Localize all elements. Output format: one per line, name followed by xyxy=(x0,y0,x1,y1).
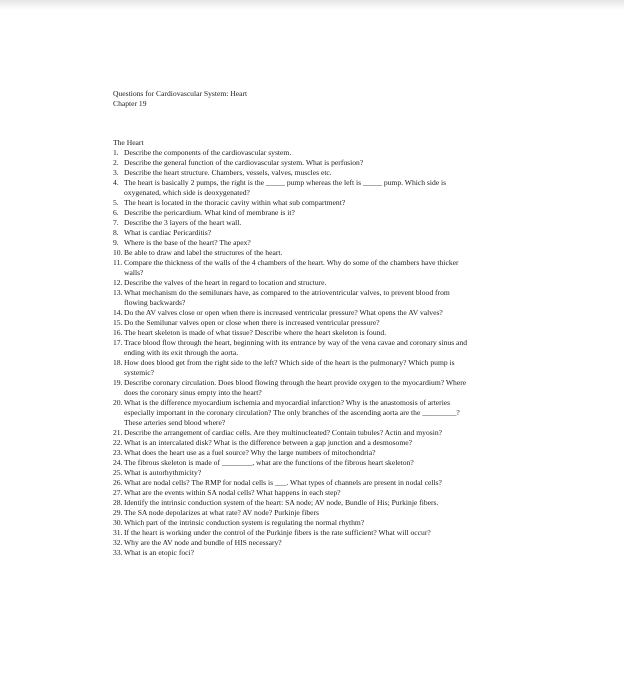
question-text: What is the difference myocardium ischemia and myocardial infarction? Why is the anastomosis of arteries especially important in the coronary circulation? The only branches of the ascending aorta are the _________? These arteries send blood where? xyxy=(124,398,460,427)
question-text: The fibrous skeleton is made of ________, what are the functions of the fibrous heart skeleton? xyxy=(124,458,414,467)
question-text: The heart skeleton is made of what tissue? Describe where the heart skeleton is found. xyxy=(124,328,387,337)
question-text: Why are the AV node and bundle of HIS necessary? xyxy=(124,538,282,547)
question-text: Describe coronary circulation. Does blood flowing through the heart provide oxygen to the myocardium? Where does the coronary sinus empty into the heart? xyxy=(124,378,467,397)
question-number: 9. xyxy=(113,238,119,247)
question-item xyxy=(113,218,473,228)
question-number: 31. xyxy=(113,528,123,537)
question-number: 5. xyxy=(113,198,119,207)
question-item xyxy=(113,278,473,288)
question-number: 22. xyxy=(113,438,123,447)
question-text: What is an intercalated disk? What is the difference between a gap junction and a desmosome? xyxy=(124,438,412,447)
question-text: If the heart is working under the control of the Purkinje fibers is the rate sufficient? What will occur? xyxy=(124,528,431,537)
question-number: 12. xyxy=(113,278,123,287)
question-item xyxy=(113,488,473,498)
question-item xyxy=(113,178,473,198)
question-number: 26. xyxy=(113,478,123,487)
question-number: 33. xyxy=(113,548,123,557)
question-number: 11. xyxy=(113,258,123,267)
question-number: 14. xyxy=(113,308,123,317)
question-item xyxy=(113,208,473,218)
question-number: 21. xyxy=(113,428,123,437)
question-number: 23. xyxy=(113,448,123,457)
question-number: 15. xyxy=(113,318,123,327)
question-item xyxy=(113,228,473,238)
question-text: Describe the valves of the heart in regard to location and structure. xyxy=(124,278,327,287)
question-item xyxy=(113,328,473,338)
document-title: Questions for Cardiovascular System: Heart xyxy=(113,89,248,98)
question-text: Describe the components of the cardiovascular system. xyxy=(124,148,292,157)
question-text: What are the events within SA nodal cells? What happens in each step? xyxy=(124,488,341,497)
question-list xyxy=(113,148,473,558)
question-text: What is cardiac Pericarditis? xyxy=(124,228,212,237)
question-text: Describe the arrangement of cardiac cells. Are they multinucleated? Contain tubules? Actin and myosin? xyxy=(124,428,442,437)
question-text: Describe the 3 layers of the heart wall. xyxy=(124,218,242,227)
question-number: 30. xyxy=(113,518,123,527)
question-text: Describe the pericardium. What kind of membrane is it? xyxy=(124,208,295,217)
question-number: 16. xyxy=(113,328,123,337)
question-item xyxy=(113,318,473,328)
question-number: 28. xyxy=(113,498,123,507)
question-item xyxy=(113,338,473,358)
question-text: What is an etopic foci? xyxy=(124,548,195,557)
question-text: The heart is located in the thoracic cavity within what sub compartment? xyxy=(124,198,346,207)
question-number: 13. xyxy=(113,288,123,297)
question-text: Which part of the intrinsic conduction system is regulating the normal rhythm? xyxy=(124,518,365,527)
question-text: What mechanism do the semilunars have, as compared to the atrioventricular valves, to prevent blood from flowing backwards? xyxy=(124,288,450,307)
question-item xyxy=(113,518,473,528)
question-number: 8. xyxy=(113,228,119,237)
question-item xyxy=(113,448,473,458)
question-item xyxy=(113,538,473,548)
question-item xyxy=(113,248,473,258)
question-text: Trace blood flow through the heart, beginning with its entrance by way of the vena cavae and coronary sinus and ending with its exit through the aorta. xyxy=(124,338,468,357)
question-item xyxy=(113,508,473,518)
question-item xyxy=(113,438,473,448)
question-number: 6. xyxy=(113,208,119,217)
question-text: Compare the thickness of the walls of the 4 chambers of the heart. Why do some of the chambers have thicker walls? xyxy=(124,258,459,277)
question-item xyxy=(113,168,473,178)
question-item xyxy=(113,258,473,278)
question-number: 10. xyxy=(113,248,123,257)
question-item xyxy=(113,528,473,538)
question-text: Identify the intrinsic conduction system of the heart: SA node; AV node, Bundle of His; Purkinje fibers. xyxy=(124,498,439,507)
question-text: Describe the heart structure. Chambers, vessels, valves, muscles etc. xyxy=(124,168,332,177)
question-item xyxy=(113,478,473,488)
question-item xyxy=(113,158,473,168)
question-item xyxy=(113,468,473,478)
question-item xyxy=(113,288,473,308)
question-item xyxy=(113,308,473,318)
question-number: 25. xyxy=(113,468,123,477)
question-number: 7. xyxy=(113,218,119,227)
question-text: What is autorhythmicity? xyxy=(124,468,202,477)
chapter-label: Chapter 19 xyxy=(113,99,147,108)
section-heading: The Heart xyxy=(113,138,144,147)
question-number: 4. xyxy=(113,178,119,187)
question-number: 19. xyxy=(113,378,123,387)
question-number: 24. xyxy=(113,458,123,467)
question-number: 27. xyxy=(113,488,123,497)
question-text: What does the heart use as a fuel source? Why the large numbers of mitochondria? xyxy=(124,448,376,457)
question-number: 3. xyxy=(113,168,119,177)
question-item xyxy=(113,458,473,468)
page-top-shadow xyxy=(0,0,624,10)
question-text: Do the AV valves close or open when there is increased ventricular pressure? What opens the AV valves? xyxy=(124,308,443,317)
question-item xyxy=(113,148,473,158)
question-number: 18. xyxy=(113,358,123,367)
question-number: 2. xyxy=(113,158,119,167)
question-item xyxy=(113,548,473,558)
question-number: 32. xyxy=(113,538,123,547)
question-text: What are nodal cells? The RMP for nodal cells is ___. What types of channels are present in nodal cells? xyxy=(124,478,442,487)
question-item xyxy=(113,198,473,208)
document-page xyxy=(113,89,473,558)
question-number: 20. xyxy=(113,398,123,407)
question-text: Where is the base of the heart? The apex? xyxy=(124,238,251,247)
question-text: How does blood get from the right side to the left? Which side of the heart is the pulmonary? Which pump is systemic? xyxy=(124,358,455,377)
question-text: Be able to draw and label the structures of the heart. xyxy=(124,248,283,257)
question-text: The heart is basically 2 pumps, the right is the _____ pump whereas the left is _____ pump. Which side is oxygenated, which side is deoxygenated? xyxy=(124,178,447,197)
question-item xyxy=(113,398,473,428)
question-number: 1. xyxy=(113,148,119,157)
question-text: Do the Semilunar valves open or close when there is increased ventricular pressure? xyxy=(124,318,380,327)
question-number: 17. xyxy=(113,338,123,347)
question-text: Describe the general function of the cardiovascular system. What is perfusion? xyxy=(124,158,364,167)
question-text: The SA node depolarizes at what rate? AV node? Purkinje fibers xyxy=(124,508,319,517)
question-item xyxy=(113,238,473,248)
question-item xyxy=(113,378,473,398)
question-number: 29. xyxy=(113,508,123,517)
question-item xyxy=(113,498,473,508)
question-item xyxy=(113,358,473,378)
question-item xyxy=(113,428,473,438)
